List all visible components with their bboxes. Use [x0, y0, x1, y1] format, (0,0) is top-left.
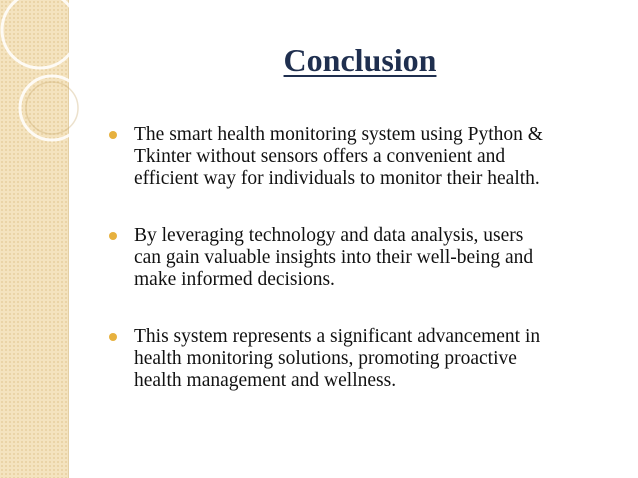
bullet-marker-icon: [109, 232, 117, 240]
bullet-item: [104, 124, 624, 190]
bullet-line: health monitoring solutions, promoting proactive: [134, 348, 517, 369]
bullet-line: efficient way for individuals to monitor their health.: [134, 168, 540, 189]
bullet-marker-icon: [109, 333, 117, 341]
bullet-line: can gain valuable insights into their well-being and: [134, 247, 534, 268]
bullet-line: By leveraging technology and data analysis, users: [134, 225, 524, 246]
bullet-line: The smart health monitoring system using Python &: [134, 124, 543, 145]
slide-title: Conclusion: [283, 42, 437, 78]
bullet-line: Tkinter without sensors offers a convenient and: [134, 146, 506, 167]
bullet-item: [104, 326, 624, 392]
bullet-line: health management and wellness.: [134, 370, 397, 391]
bullet-line: This system represents a significant advancement in: [134, 326, 541, 347]
bullet-list: [104, 124, 624, 427]
bullet-line: make informed decisions.: [134, 269, 335, 290]
bullet-marker-icon: [109, 131, 117, 139]
bullet-item: [104, 225, 624, 291]
